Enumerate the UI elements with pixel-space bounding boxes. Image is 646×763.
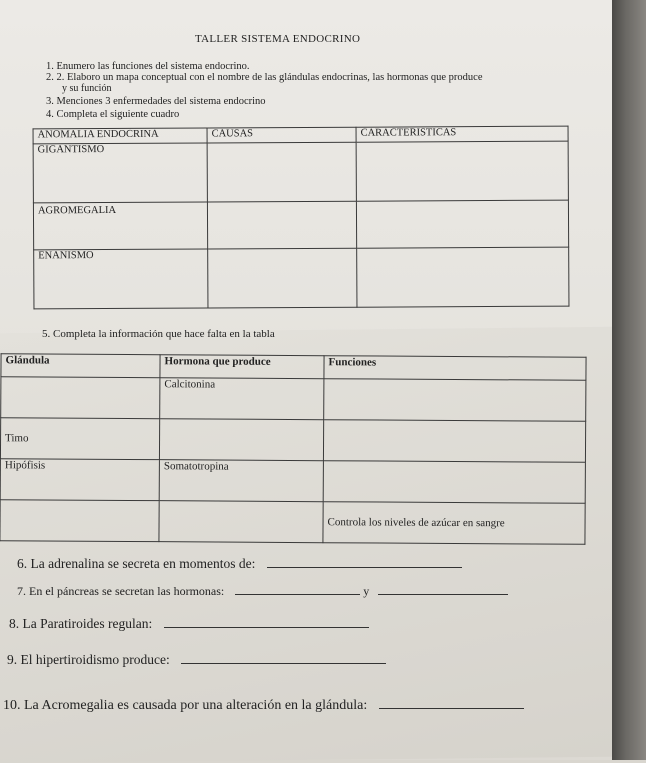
worksheet-title: TALLER SISTEMA ENDOCRINO	[195, 33, 361, 45]
question-text: 9. El hipertiroidismo produce:	[7, 652, 170, 667]
table-row	[33, 141, 568, 203]
question-7	[17, 584, 508, 599]
answer-line[interactable]	[267, 557, 462, 568]
question-connector: y	[363, 584, 370, 598]
cell-gigantismo: GIGANTISMO	[33, 143, 207, 203]
question-text: 7. En el páncreas se secretan las hormonas:	[17, 584, 225, 598]
instruction-text: Menciones 3 enfermedades del sistema endocrino	[56, 96, 266, 107]
cell-function[interactable]	[323, 461, 585, 504]
question-text: 6. La adrenalina se secreta en momentos de:	[17, 556, 256, 571]
cell-hormone: Somatotropina	[159, 460, 323, 502]
cell-gland: Timo	[0, 418, 159, 460]
question-8	[9, 616, 369, 632]
cell-function[interactable]	[323, 420, 585, 463]
section-5-label: 5. Completa la información que hace falta en la tabla	[42, 328, 275, 340]
instruction-3	[46, 96, 266, 107]
question-10	[3, 698, 524, 714]
answer-cell[interactable]	[356, 141, 568, 201]
question-text: 8. La Paratiroides regulan:	[9, 616, 153, 631]
page-edge-shadow	[612, 0, 646, 760]
table-row	[33, 200, 568, 250]
cell-gland[interactable]	[0, 500, 159, 542]
instruction-number: 2.	[46, 72, 54, 83]
cell-gland: Hipófisis	[0, 459, 159, 501]
table-row	[0, 500, 585, 545]
question-text: 10. La Acromegalia es causada por una alteración en la glándula:	[3, 698, 368, 713]
instruction-number: 4.	[46, 109, 54, 120]
cell-function[interactable]	[324, 379, 586, 422]
question-9	[7, 652, 386, 668]
answer-cell[interactable]	[357, 247, 569, 307]
answer-cell[interactable]	[208, 248, 357, 308]
cell-enanismo: ENANISMO	[34, 249, 208, 309]
table-row	[0, 418, 585, 463]
instruction-1	[46, 61, 250, 72]
answer-line[interactable]	[379, 698, 524, 709]
instruction-number: 3.	[46, 96, 54, 107]
instruction-text: Enumero las funciones del sistema endocrino.	[56, 61, 250, 72]
instruction-2-cont: y su función	[62, 83, 112, 94]
instruction-text: 2. Elaboro un mapa conceptual con el nombre de las glándulas endocrinas, las hormonas que produce	[56, 72, 483, 83]
cell-gland[interactable]	[1, 377, 160, 419]
answer-cell[interactable]	[207, 201, 356, 249]
instruction-number: 1.	[46, 61, 54, 72]
answer-line[interactable]	[164, 617, 369, 628]
instruction-text: Completa el siguiente cuadro	[56, 109, 180, 120]
table-row	[34, 247, 569, 309]
answer-cell[interactable]	[207, 142, 356, 202]
answer-line[interactable]	[378, 584, 508, 595]
cell-hormone[interactable]	[159, 419, 323, 461]
header-anomalia: ANOMALIA ENDOCRINA	[33, 128, 207, 144]
anomalies-table	[33, 126, 570, 310]
header-glandula: Glándula	[1, 354, 160, 378]
header-hormona: Hormona que produce	[160, 355, 324, 379]
table-row	[1, 377, 586, 422]
answer-line[interactable]	[181, 653, 386, 664]
header-funciones: Funciones	[324, 356, 586, 381]
question-6	[17, 556, 462, 572]
cell-hormone[interactable]	[159, 501, 323, 543]
answer-line[interactable]	[235, 584, 360, 595]
instruction-4	[46, 109, 179, 120]
cell-hormone: Calcitonina	[160, 378, 324, 420]
header-causas: CAUSAS	[207, 127, 356, 143]
cell-function: Controla los niveles de azúcar en sangre	[323, 502, 585, 545]
cell-agromegalia: AGROMEGALIA	[33, 202, 207, 250]
instruction-2	[46, 72, 483, 83]
header-caracteristicas: CARACTERISTICAS	[356, 126, 568, 142]
answer-cell[interactable]	[356, 200, 568, 248]
table-row	[0, 459, 585, 504]
glands-table	[0, 353, 587, 545]
